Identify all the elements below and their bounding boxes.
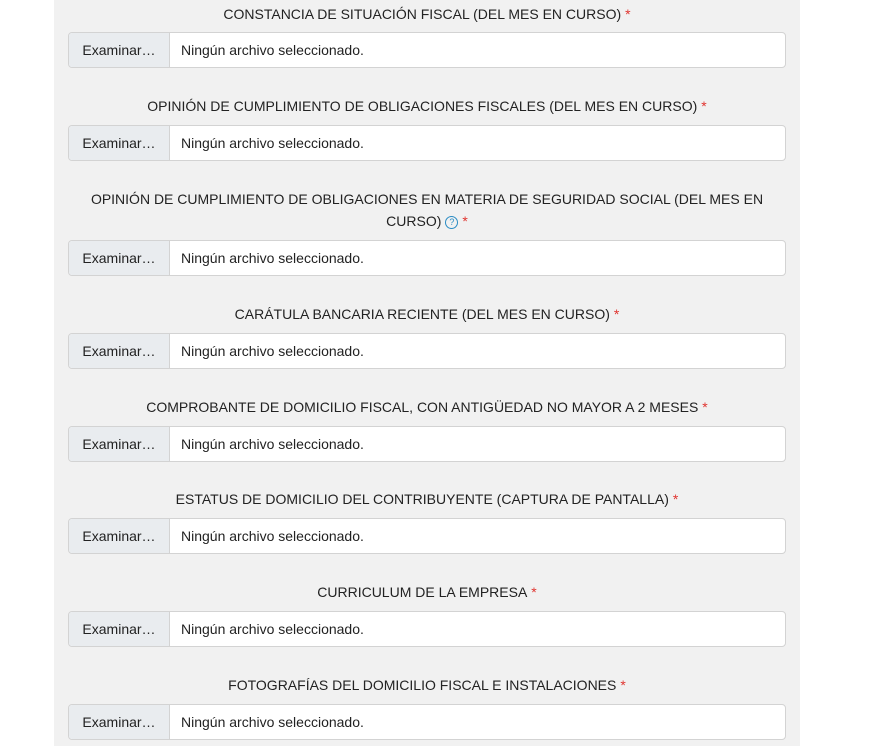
required-asterisk: * [672,491,679,507]
required-asterisk: * [531,584,537,600]
file-name-display[interactable]: Ningún archivo seleccionado. [181,436,364,452]
upload-field-opinion-seguridad-social [68,188,786,276]
file-input[interactable] [68,32,786,68]
field-label: CARÁTULA BANCARIA RECIENTE (DEL MES EN CURSO) * [234,306,620,322]
upload-field-constancia [68,3,786,68]
file-name-display[interactable]: Ningún archivo seleccionado. [181,42,364,58]
upload-field-comprobante-domicilio [68,396,786,462]
browse-button[interactable]: Examinar… [69,241,170,275]
help-icon[interactable]: ? [445,216,458,229]
field-label: COMPROBANTE DE DOMICILIO FISCAL, CON ANTIGÜEDAD NO MAYOR A 2 MESES * [146,399,708,415]
file-input[interactable] [68,333,786,369]
browse-button[interactable]: Examinar… [69,126,170,160]
file-input[interactable] [68,611,786,647]
file-name-display[interactable]: Ningún archivo seleccionado. [181,135,364,151]
file-input[interactable] [68,704,786,740]
file-input[interactable] [68,518,786,554]
browse-button[interactable]: Examinar… [69,519,170,553]
field-label: CURRICULUM DE LA EMPRESA * [317,584,537,600]
upload-field-estatus-domicilio [68,488,786,554]
upload-field-opinion-fiscal [68,95,786,161]
required-asterisk: * [625,6,631,22]
field-label: OPINIÓN DE CUMPLIMIENTO DE OBLIGACIONES FISCALES (DEL MES EN CURSO) * [147,98,707,114]
browse-button[interactable]: Examinar… [69,427,170,461]
upload-form-panel [54,0,800,746]
field-label: OPINIÓN DE CUMPLIMIENTO DE OBLIGACIONES EN MATERIA DE SEGURIDAD SOCIAL (DEL MES EN CURSO) ? * [90,191,764,229]
required-asterisk: * [462,213,468,229]
file-name-display[interactable]: Ningún archivo seleccionado. [181,250,364,266]
upload-field-curriculum [68,581,786,647]
upload-field-caratula-bancaria [68,303,786,369]
required-asterisk: * [620,677,626,693]
file-name-display[interactable]: Ningún archivo seleccionado. [181,714,364,730]
file-input[interactable] [68,240,786,276]
file-name-display[interactable]: Ningún archivo seleccionado. [181,343,364,359]
required-asterisk: * [701,98,707,114]
file-name-display[interactable]: Ningún archivo seleccionado. [181,621,364,637]
browse-button[interactable]: Examinar… [69,612,170,646]
browse-button[interactable]: Examinar… [69,334,170,368]
field-label: CONSTANCIA DE SITUACIÓN FISCAL (DEL MES EN CURSO) * [223,6,631,22]
file-input[interactable] [68,125,786,161]
field-label: FOTOGRAFÍAS DEL DOMICILIO FISCAL E INSTALACIONES * [228,677,626,693]
required-asterisk: * [613,306,620,322]
browse-button[interactable]: Examinar… [69,33,170,67]
field-label: ESTATUS DE DOMICILIO DEL CONTRIBUYENTE (CAPTURA DE PANTALLA) * [175,491,679,507]
required-asterisk: * [702,399,708,415]
upload-field-fotografias [68,674,786,740]
file-name-display[interactable]: Ningún archivo seleccionado. [181,528,364,544]
browse-button[interactable]: Examinar… [69,705,170,739]
file-input[interactable] [68,426,786,462]
